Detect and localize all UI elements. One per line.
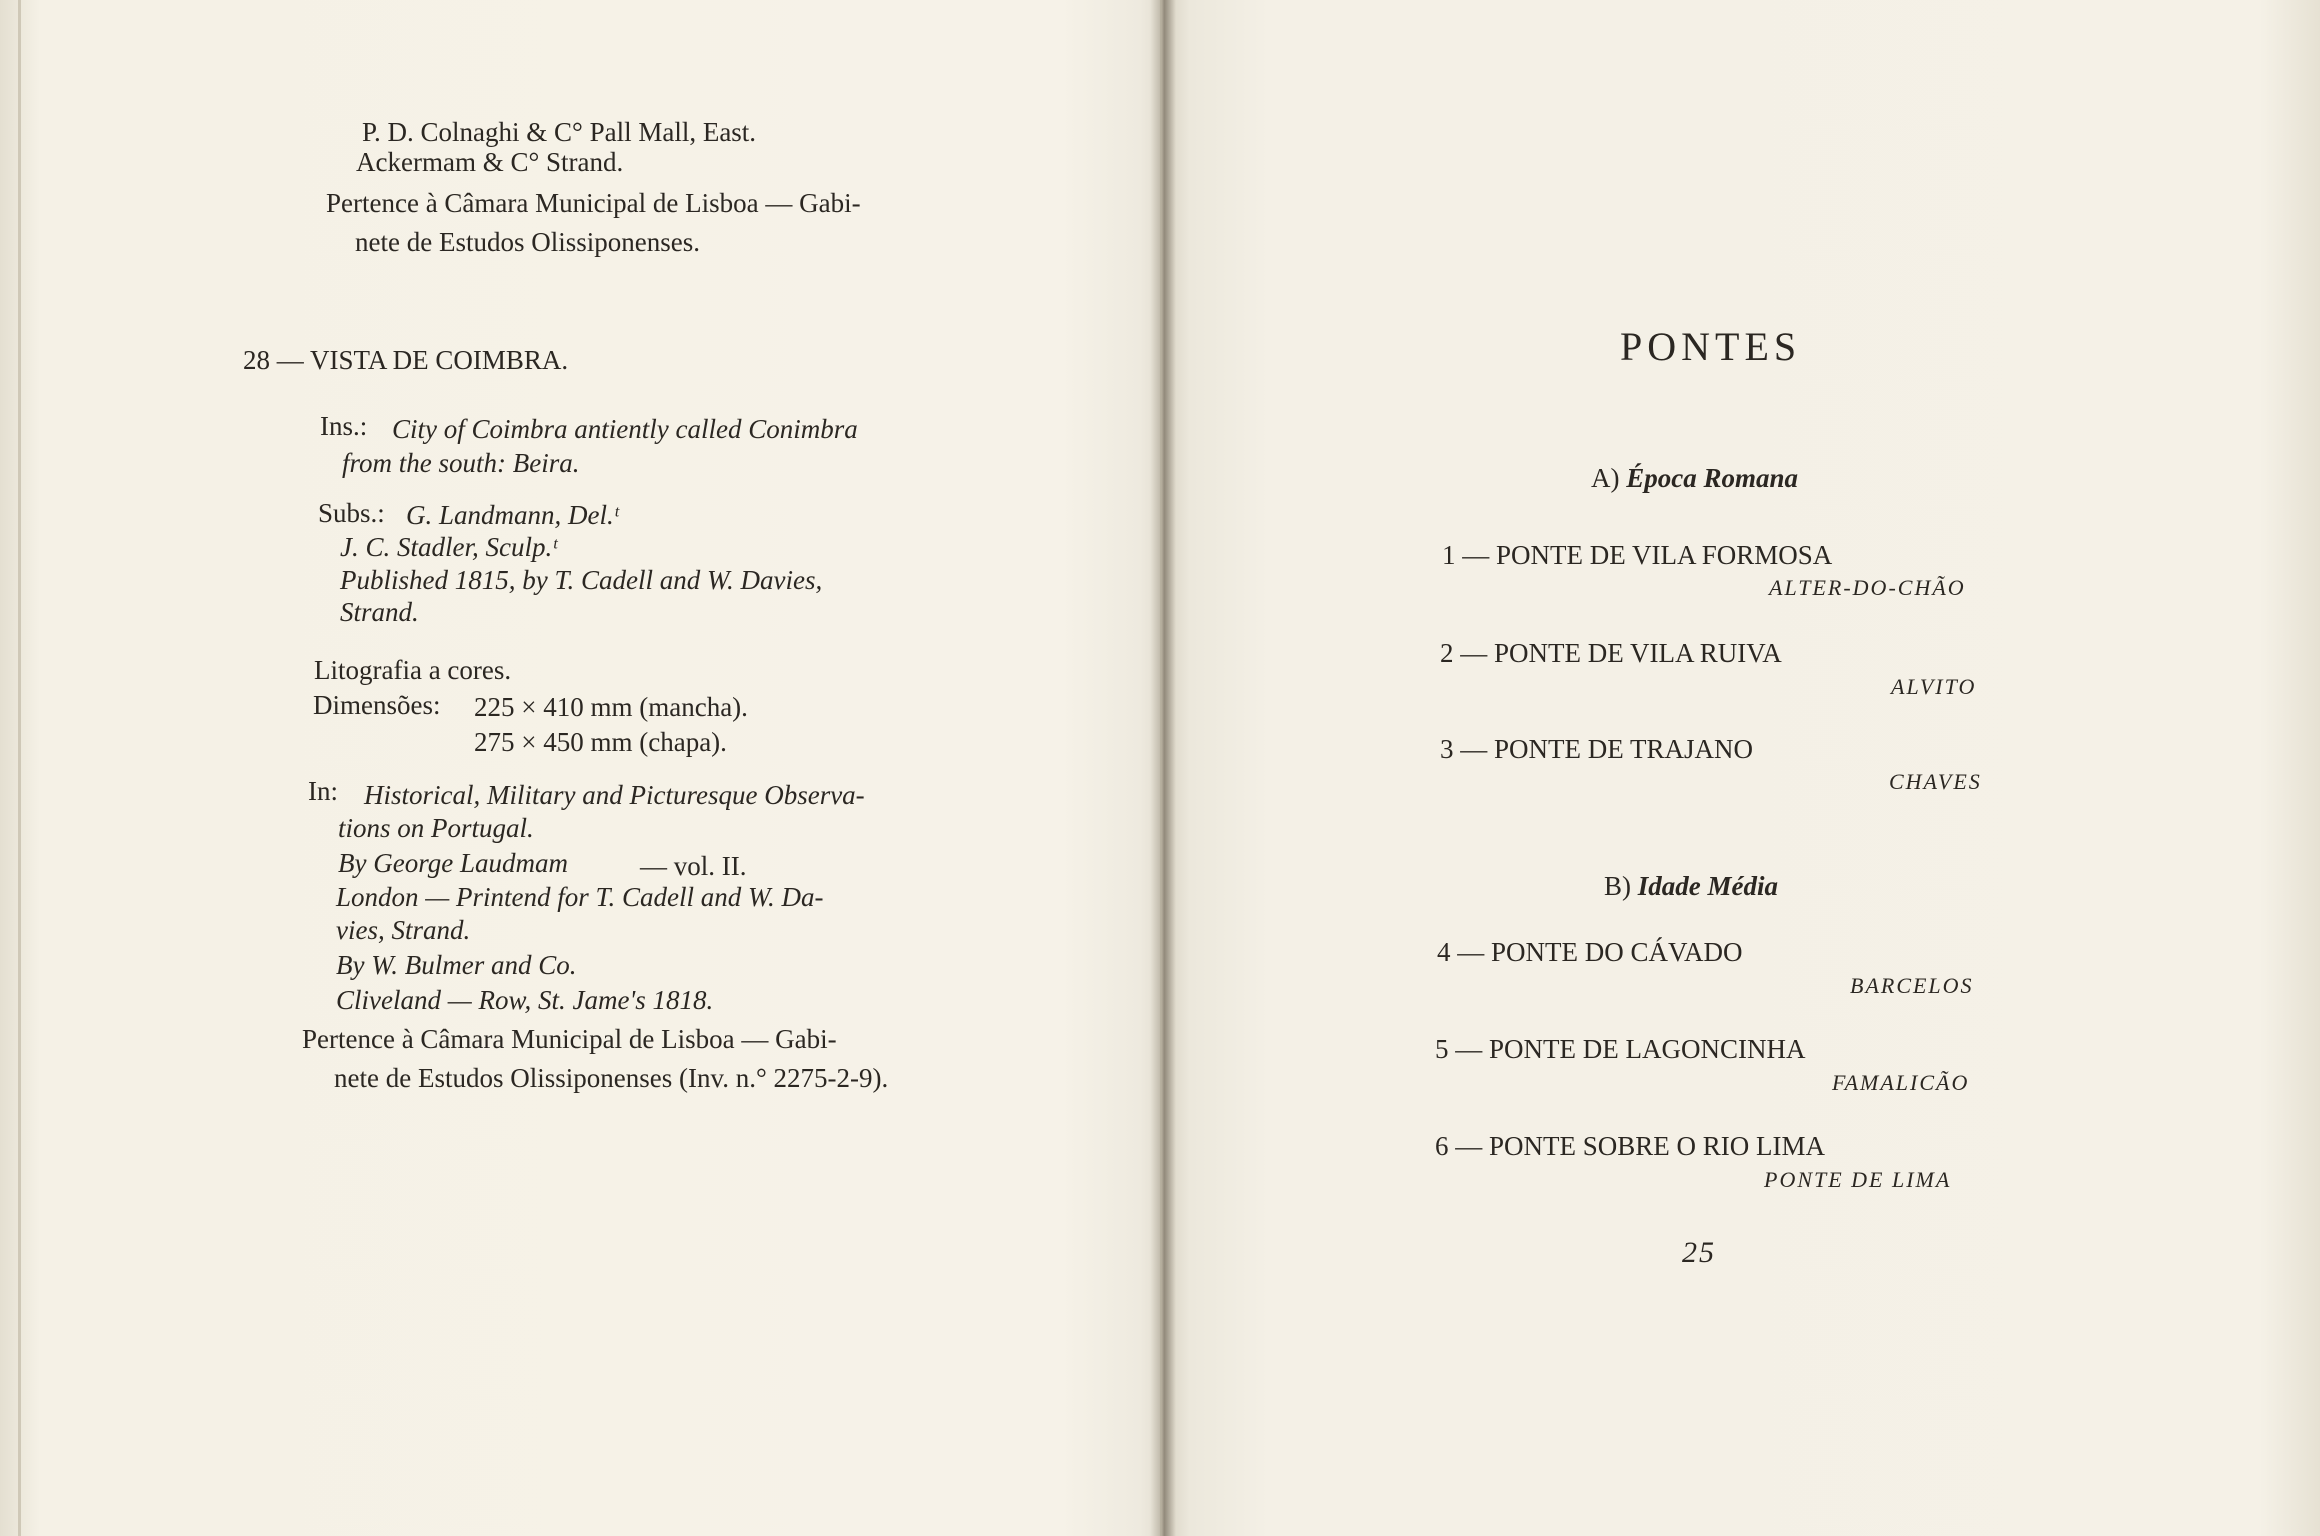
- in-label: In:: [308, 776, 338, 806]
- bridge-6-name: 6 — PONTE SOBRE O RIO LIMA: [1435, 1131, 1826, 1161]
- bridge-1-name: 1 — PONTE DE VILA FORMOSA: [1442, 540, 1833, 570]
- page-number: 25: [1682, 1236, 1716, 1269]
- printer-line: By W. Bulmer and Co.: [336, 950, 577, 980]
- ownership-2-line-1: Pertence à Câmara Municipal de Lisboa — Gabi-: [302, 1024, 837, 1054]
- bridge-2-place: ALVITO: [1891, 674, 1977, 699]
- bridge-4-name: 4 — PONTE DO CÁVADO: [1437, 937, 1743, 967]
- section-b: [1604, 871, 1778, 902]
- dimensions-label: Dimensões:: [313, 690, 441, 720]
- london-line-2: vies, Strand.: [336, 915, 471, 945]
- in-line-1: Historical, Military and Picturesque Observa-: [364, 780, 865, 810]
- ownership-1-line-1: Pertence à Câmara Municipal de Lisboa — Gabi-: [326, 188, 861, 218]
- bridge-6-place: PONTE DE LIMA: [1764, 1167, 1952, 1192]
- publisher-line-2: Ackermam & C° Strand.: [356, 147, 624, 177]
- section-b-prefix: B): [1604, 871, 1631, 901]
- author-line: By George Laudmam: [338, 848, 568, 878]
- section-a: [1591, 463, 1798, 494]
- subs-line-1: G. Landmann, Del.ᵗ: [406, 500, 619, 530]
- section-heading: PONTES: [1620, 324, 1802, 369]
- bridge-5-place: FAMALICÃO: [1832, 1070, 1970, 1095]
- subs-label: Subs.:: [318, 498, 385, 528]
- dimensions-line-1: 225 × 410 mm (mancha).: [474, 692, 748, 722]
- bridge-2-name: 2 — PONTE DE VILA RUIVA: [1440, 638, 1782, 668]
- cliveland-line: Cliveland — Row, St. Jame's 1818.: [336, 985, 714, 1015]
- ins-text-line-1: City of Coimbra antiently called Conimbra: [392, 414, 858, 444]
- section-b-name: Idade Média: [1637, 871, 1778, 901]
- section-a-name: Época Romana: [1626, 463, 1799, 493]
- entry-title: 28 — VISTA DE COIMBRA.: [243, 345, 569, 375]
- in-line-2: tions on Portugal.: [338, 813, 534, 843]
- dimensions-line-2: 275 × 450 mm (chapa).: [474, 727, 727, 757]
- subs-line-2: J. C. Stadler, Sculp.ᵗ: [340, 532, 557, 562]
- bridge-1-place: ALTER-DO-CHÃO: [1769, 575, 1966, 600]
- bridge-5-name: 5 — PONTE DE LAGONCINHA: [1435, 1034, 1806, 1064]
- bridge-4-place: BARCELOS: [1850, 973, 1974, 998]
- ins-text-line-2: from the south: Beira.: [342, 448, 580, 478]
- bridge-3-place: CHAVES: [1889, 769, 1982, 794]
- technique: Litografia a cores.: [314, 655, 512, 685]
- book-gutter: [1150, 0, 1176, 1536]
- subs-line-3: Published 1815, by T. Cadell and W. Davies,: [340, 565, 823, 595]
- volume: — vol. II.: [640, 851, 747, 881]
- bridge-3-name: 3 — PONTE DE TRAJANO: [1440, 734, 1754, 764]
- subs-line-4: Strand.: [340, 597, 419, 627]
- right-page: [1160, 0, 2320, 1536]
- publisher-line-1: P. D. Colnaghi & C° Pall Mall, East.: [362, 117, 757, 147]
- ins-label: Ins.:: [320, 411, 368, 441]
- london-line-1: London — Printend for T. Cadell and W. Da-: [336, 882, 824, 912]
- ownership-2-line-2: nete de Estudos Olissiponenses (Inv. n.° 2275-2-9).: [334, 1063, 889, 1093]
- ownership-1-line-2: nete de Estudos Olissiponenses.: [355, 227, 700, 257]
- section-a-prefix: A): [1591, 463, 1620, 493]
